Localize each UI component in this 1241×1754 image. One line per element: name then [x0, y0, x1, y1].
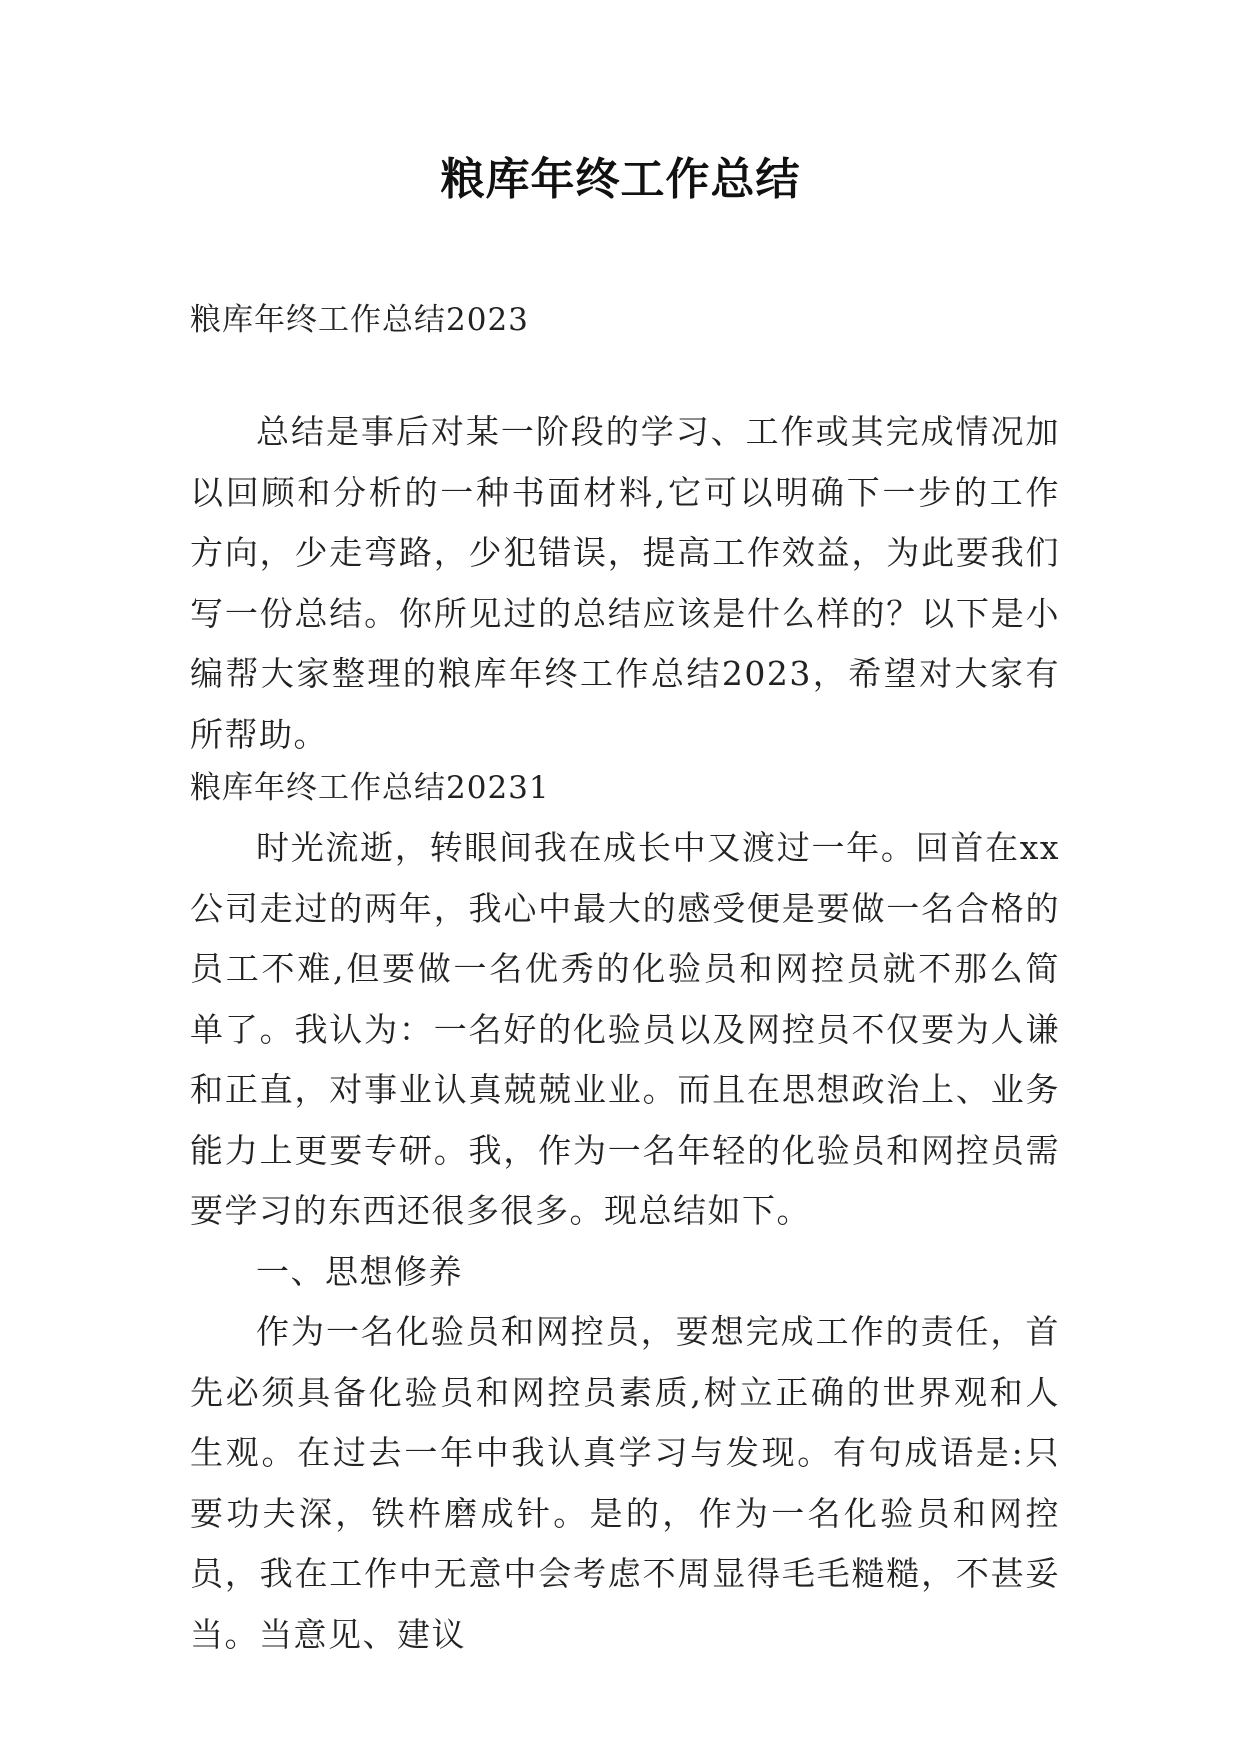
intro-section [190, 402, 1060, 765]
section-heading-thought: 一、思想修养 [256, 1251, 463, 1291]
section-heading-1: 粮库年终工作总结2023 [190, 302, 529, 338]
body-section [190, 818, 1060, 1665]
body-paragraph-1: 时光流逝，转眼间我在成长中又渡过一年。回首在xx公司走过的两年，我心中最大的感受便是要做一名合格的员工不难,但要做一名优秀的化验员和网控员就不那么简单了。我认为：一名好的化验员以及网控员不仅要为人谦和正直，对事业认真兢兢业业。而且在思想政治上、业务能力上更要专研。我，作为一名年轻的化验员和网控员需要学习的东西还很多很多。现总结如下。 [190, 828, 1060, 1230]
section-heading-2: 粮库年终工作总结20231 [190, 770, 550, 806]
body-paragraph-2: 作为一名化验员和网控员，要想完成工作的责任，首先必须具备化验员和网控员素质,树立正确的世界观和人生观。在过去一年中我认真学习与发现。有句成语是:只要功夫深，铁杵磨成针。是的，作为一名化验员和网控员，我在工作中无意中会考虑不周显得毛毛糙糙，不甚妥当。当意见、建议 [190, 1312, 1060, 1654]
intro-paragraph: 总结是事后对某一阶段的学习、工作或其完成情况加以回顾和分析的一种书面材料,它可以明确下一步的工作方向，少走弯路，少犯错误，提高工作效益，为此要我们写一份总结。你所见过的总结应该是什么样的？以下是小编帮大家整理的粮库年终工作总结2023，希望对大家有所帮助。 [190, 412, 1060, 754]
document-title: 粮库年终工作总结 [440, 154, 801, 205]
